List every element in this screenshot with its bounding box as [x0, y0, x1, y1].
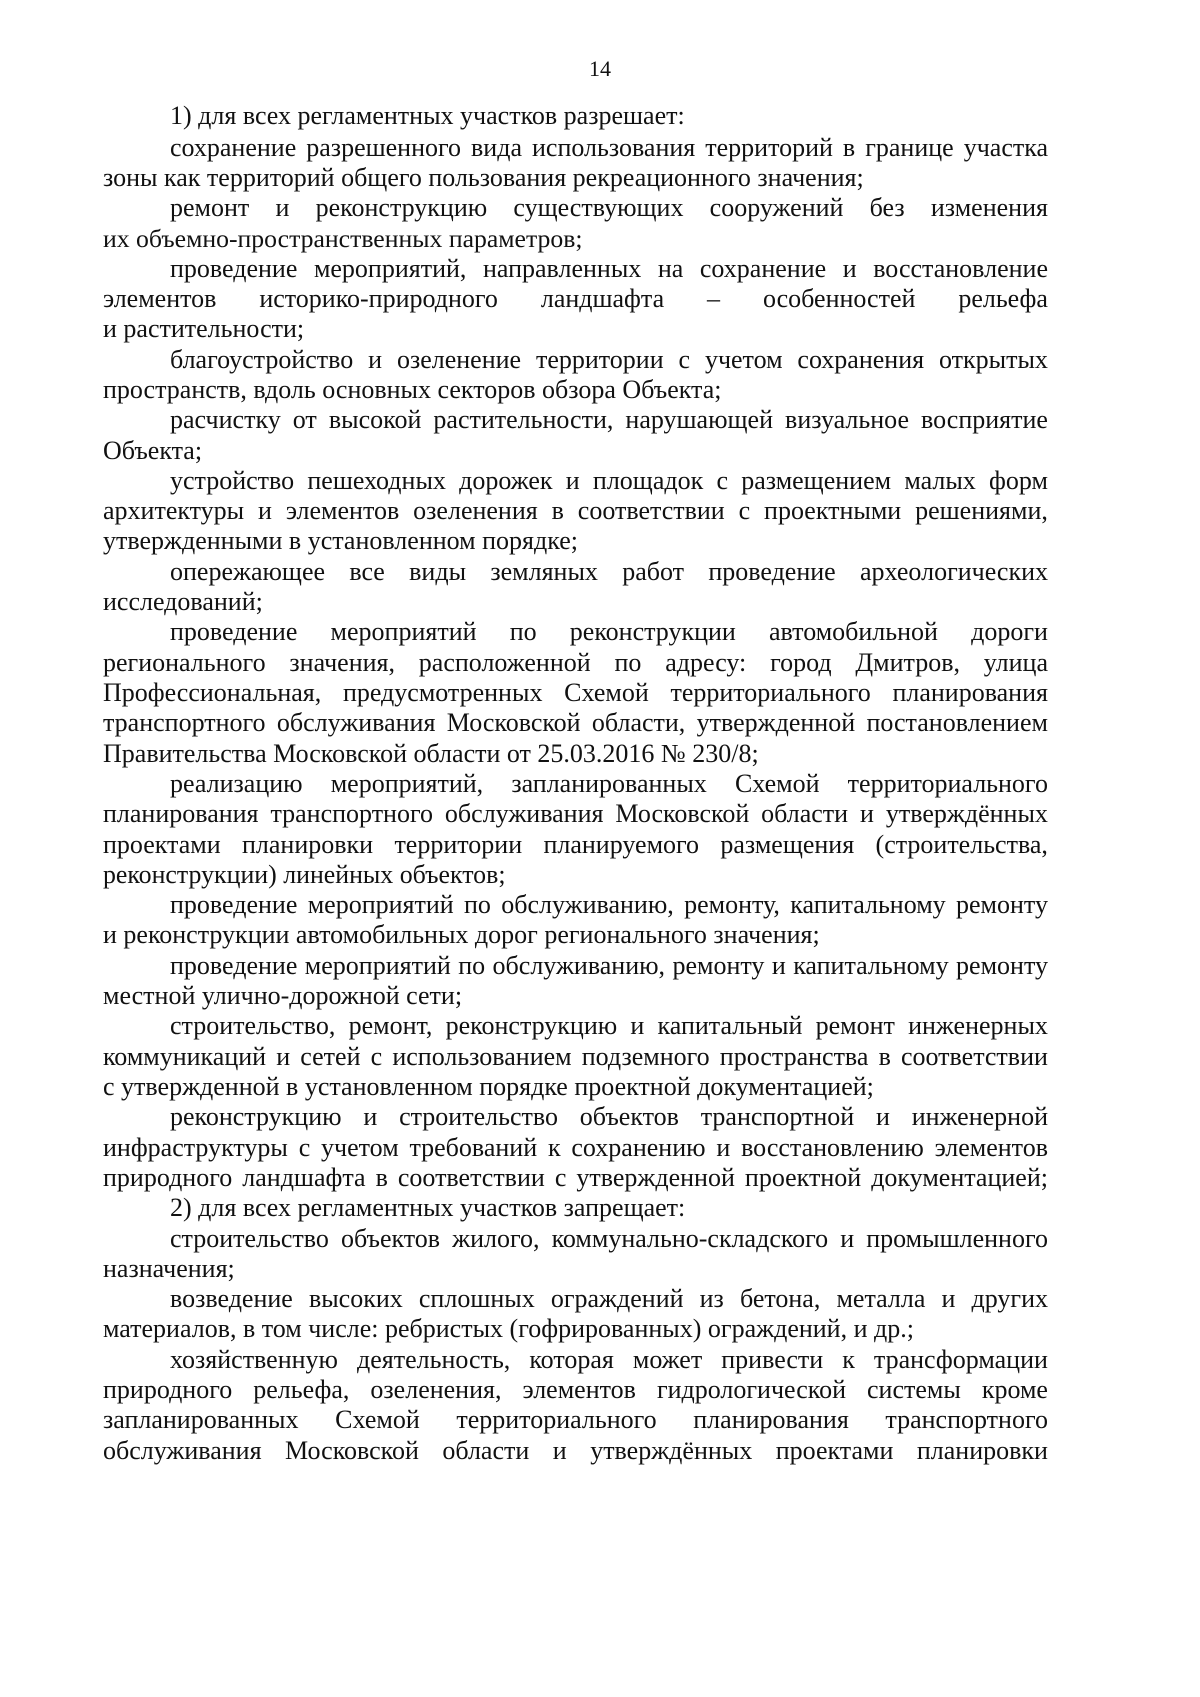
word: благоустройство	[170, 345, 354, 374]
word: которая	[529, 1345, 614, 1374]
word: использования	[532, 133, 696, 162]
word: объектов	[340, 1224, 441, 1253]
page-number: 14	[589, 56, 611, 81]
word: и	[860, 799, 874, 828]
word: существующих	[513, 193, 684, 222]
word: капитальный	[657, 1011, 803, 1040]
word: площадок	[592, 466, 704, 495]
text-line: Правительства Московской области от 25.03.2016 № 230/8;	[103, 739, 759, 768]
word: восприятие	[921, 405, 1048, 434]
word: инженерных	[908, 1011, 1048, 1040]
text-line: назначения;	[103, 1254, 235, 1283]
word: бетона,	[739, 1284, 821, 1313]
word: проектами	[775, 1436, 894, 1465]
word: требований	[409, 1133, 538, 1162]
word: рельефа	[958, 284, 1048, 313]
word: проведение	[708, 557, 836, 586]
word: размещения	[720, 830, 855, 859]
word: изменения	[930, 193, 1048, 222]
word: Московской	[615, 799, 750, 828]
word: утверждённых	[590, 1436, 753, 1465]
word: и	[771, 951, 786, 980]
word: город	[770, 648, 832, 677]
word: планирования	[693, 1405, 849, 1434]
word: проектами	[103, 830, 221, 859]
word: вида	[471, 133, 522, 162]
word: озеленения,	[370, 1375, 502, 1404]
word: виды	[409, 557, 467, 586]
word: Схемой	[564, 678, 649, 707]
word: и	[276, 1042, 291, 1071]
word: проведение	[170, 254, 298, 283]
word: Московской	[446, 708, 581, 737]
word: мероприятий,	[330, 769, 484, 798]
word: дорожек	[459, 466, 553, 495]
word: археологических	[860, 557, 1048, 586]
word: капитальному	[793, 951, 949, 980]
word: планируемого	[543, 830, 700, 859]
text-line	[103, 1436, 1048, 1466]
word: территории	[535, 345, 664, 374]
word: рельефа,	[253, 1375, 350, 1404]
word: запланированных	[511, 769, 707, 798]
word: мероприятий	[307, 890, 454, 919]
word: строительство,	[170, 1011, 336, 1040]
word: Дмитров,	[855, 648, 960, 677]
word: расположенной	[418, 648, 591, 677]
word: все	[349, 557, 385, 586]
word: ремонт,	[348, 1011, 433, 1040]
word: в	[878, 1042, 891, 1071]
word: на	[657, 254, 684, 283]
word: и	[842, 254, 857, 283]
word: разрешенного	[306, 133, 462, 162]
text-line	[170, 1224, 1048, 1254]
word: транспортной	[700, 1102, 855, 1131]
word: восстановление	[873, 254, 1048, 283]
text-line	[103, 1163, 1048, 1193]
word: может	[632, 1345, 703, 1374]
word: территорий	[705, 133, 833, 162]
text-line	[170, 133, 1048, 163]
word: планирования	[892, 678, 1048, 707]
word: улица	[983, 648, 1048, 677]
word: элементов	[103, 284, 217, 313]
word: учетом	[704, 345, 783, 374]
text-line	[170, 254, 1048, 284]
word: из	[699, 1284, 724, 1313]
word: реализацию	[170, 769, 303, 798]
text-line: Объекта;	[103, 436, 203, 465]
word: обслуживания	[103, 1436, 262, 1465]
word: –	[707, 284, 721, 313]
word: деятельность,	[357, 1345, 511, 1374]
word: пространства	[719, 1042, 869, 1071]
word: ландшафта	[540, 284, 665, 313]
word: территориального	[670, 678, 871, 707]
word: расчистку	[170, 405, 281, 434]
word: озеленения	[413, 496, 538, 525]
word: опережающее	[170, 557, 326, 586]
word: обслуживанию,	[492, 951, 666, 980]
word: проектными	[764, 496, 902, 525]
word: малых	[904, 466, 976, 495]
word: ремонту	[956, 951, 1048, 980]
word: высокой	[328, 405, 422, 434]
word: по	[509, 617, 537, 646]
word: использованием	[392, 1042, 572, 1071]
word: и	[716, 1133, 731, 1162]
word: постановлением	[866, 708, 1048, 737]
word: ремонт	[170, 193, 250, 222]
word: к	[842, 1345, 855, 1374]
word: элементов	[522, 1375, 636, 1404]
word: предусмотренных	[342, 678, 543, 707]
word: участка	[963, 133, 1048, 162]
word: с	[678, 345, 691, 374]
word: в	[375, 1163, 388, 1192]
word: Профессиональная,	[103, 678, 322, 707]
word: мероприятий,	[313, 254, 467, 283]
text-line: материалов, в том числе: ребристых (гофрированных) ограждений, и др.;	[103, 1314, 914, 1343]
word: реконструкцию	[170, 1102, 342, 1131]
word: сетей	[300, 1042, 361, 1071]
text-line	[170, 769, 1048, 799]
word: природного	[103, 1375, 233, 1404]
text-line: и растительности;	[103, 314, 305, 343]
word: в	[842, 133, 856, 162]
word: соответствии	[577, 496, 725, 525]
word: от	[292, 405, 317, 434]
word: и	[368, 345, 383, 374]
word: инженерной	[911, 1102, 1048, 1131]
text-line	[103, 648, 1048, 678]
text-line: с утвержденной в установленном порядке проектной документацией;	[103, 1072, 874, 1101]
word: планировки	[242, 830, 374, 859]
word: запланированных	[103, 1405, 299, 1434]
word: проведение	[170, 890, 298, 919]
word: и	[875, 1102, 890, 1131]
text-line	[170, 405, 1048, 435]
word: с	[738, 496, 751, 525]
text-line	[170, 890, 1048, 920]
text-line	[170, 193, 1048, 223]
word: транспортного	[103, 708, 266, 737]
word: и	[840, 1224, 855, 1253]
text-line	[170, 557, 1048, 587]
word: размещением	[741, 466, 892, 495]
word: области	[442, 1436, 530, 1465]
text-line	[103, 1375, 1048, 1405]
word: и	[941, 1284, 956, 1313]
text-line	[103, 799, 1048, 829]
word: трансформации	[873, 1345, 1048, 1374]
word: элементов	[285, 496, 400, 525]
text-line	[170, 617, 1048, 647]
word: планировки	[916, 1436, 1048, 1465]
word: визуальное	[785, 405, 909, 434]
word: с	[298, 1133, 311, 1162]
word: природного	[103, 1163, 233, 1192]
word: учетом	[321, 1133, 399, 1162]
word: транспортного	[885, 1405, 1048, 1434]
word: работ	[622, 557, 685, 586]
word: ремонту,	[684, 890, 780, 919]
word: территориального	[847, 769, 1048, 798]
word: историко-природного	[259, 284, 498, 313]
word: возведение	[170, 1284, 293, 1313]
word: дороги	[971, 617, 1048, 646]
word: ремонту	[956, 890, 1048, 919]
word: и	[565, 466, 580, 495]
word: устройство	[170, 466, 295, 495]
word: регионального	[103, 648, 266, 677]
word: проектной	[744, 1163, 862, 1192]
word: к	[547, 1133, 561, 1162]
text-line	[103, 1405, 1048, 1435]
word: форм	[989, 466, 1048, 495]
word: утвержденной	[696, 708, 856, 737]
text-line: утвержденными в установленном порядке;	[103, 526, 578, 555]
text-line	[170, 1345, 1048, 1375]
word: архитектуры	[103, 496, 245, 525]
word: металла	[836, 1284, 926, 1313]
word: с	[716, 466, 729, 495]
text-line	[103, 496, 1048, 526]
text-line: реконструкции) линейных объектов;	[103, 860, 506, 889]
word: обслуживанию,	[501, 890, 674, 919]
word: и	[258, 496, 272, 525]
word: ремонт	[815, 1011, 895, 1040]
word: сохранению	[571, 1133, 706, 1162]
word: высоких	[308, 1284, 403, 1313]
word: земляных	[490, 557, 598, 586]
word: Московской	[285, 1436, 419, 1465]
word: планирования	[103, 799, 259, 828]
word: без	[869, 193, 905, 222]
word: растительности,	[433, 405, 614, 434]
text-line	[103, 1042, 1048, 1072]
word: Схемой	[734, 769, 820, 798]
word: других	[971, 1284, 1048, 1313]
text-line	[170, 951, 1048, 981]
word: реконструкцию	[315, 193, 488, 222]
word: и	[275, 193, 290, 222]
word: коммунально-складского	[551, 1224, 829, 1253]
word: утверждённых	[885, 799, 1048, 828]
word: реконструкции	[569, 617, 736, 646]
word: утвержденной	[576, 1163, 735, 1192]
word: привести	[721, 1345, 824, 1374]
text-line: зоны как территорий общего пользования рекреационного значения;	[103, 163, 864, 192]
word: территориального	[456, 1405, 657, 1434]
word: ограждений	[550, 1284, 684, 1313]
word: адресу:	[665, 648, 747, 677]
word: области,	[591, 708, 686, 737]
word: подземного	[581, 1042, 710, 1071]
word: границе	[865, 133, 954, 162]
word: обслуживания	[276, 708, 436, 737]
word: ландшафта	[242, 1163, 366, 1192]
word: и	[552, 1436, 567, 1465]
text-line: исследований;	[103, 587, 263, 616]
word: в	[551, 496, 564, 525]
text-line: их объемно-пространственных параметров;	[103, 224, 583, 253]
word: направленных	[482, 254, 642, 283]
text-line: 2) для всех регламентных участков запрещает:	[170, 1193, 686, 1222]
word: территории	[394, 830, 523, 859]
text-line	[170, 1102, 1048, 1132]
text-line: 1) для всех регламентных участков разрешает:	[170, 101, 685, 130]
word: мероприятий	[304, 951, 451, 980]
word: области	[761, 799, 849, 828]
word: кроме	[981, 1375, 1048, 1404]
word: проведение	[170, 617, 298, 646]
word: строительство	[170, 1224, 329, 1253]
word: гидрологической	[656, 1375, 846, 1404]
word: (строительства,	[875, 830, 1048, 859]
word: и	[630, 1011, 645, 1040]
word: нарушающей	[625, 405, 773, 434]
word: восстановлению	[741, 1133, 924, 1162]
word: особенностей	[762, 284, 916, 313]
word: с	[370, 1042, 383, 1071]
word: элементов	[934, 1133, 1048, 1162]
text-line	[103, 284, 1048, 314]
word: коммуникаций	[103, 1042, 267, 1071]
word: Схемой	[335, 1405, 420, 1434]
text-line: местной улично-дорожной сети;	[103, 981, 463, 1010]
word: открытых	[938, 345, 1048, 374]
word: решениями,	[915, 496, 1048, 525]
word: с	[554, 1163, 567, 1192]
word: жилого,	[452, 1224, 540, 1253]
word: транспортного	[270, 799, 433, 828]
text-line	[170, 1284, 1048, 1314]
word: значения,	[289, 648, 395, 677]
word: сохранение	[699, 254, 827, 283]
text-line: пространств, вдоль основных секторов обзора Объекта;	[103, 375, 722, 404]
word: по	[614, 648, 642, 677]
word: пешеходных	[307, 466, 446, 495]
text-line	[103, 708, 1048, 738]
word: строительство	[399, 1102, 558, 1131]
word: объектов	[579, 1102, 679, 1131]
word: промышленного	[866, 1224, 1048, 1253]
word: реконструкцию	[445, 1011, 618, 1040]
text-line	[103, 1133, 1048, 1163]
word: по	[458, 951, 486, 980]
word: сохранение	[170, 133, 297, 162]
word: соответствии	[397, 1163, 545, 1192]
word: проведение	[170, 951, 298, 980]
word: сооружений	[709, 193, 844, 222]
text-line	[103, 678, 1048, 708]
word: и	[363, 1102, 378, 1131]
word: инфраструктуры	[103, 1133, 288, 1162]
word: сплошных	[418, 1284, 535, 1313]
word: автомобильной	[769, 617, 938, 646]
text-line	[170, 345, 1048, 375]
word: мероприятий	[330, 617, 477, 646]
word: озеленение	[396, 345, 522, 374]
text-line	[103, 830, 1048, 860]
word: соответствии	[900, 1042, 1048, 1071]
text-line: и реконструкции автомобильных дорог регионального значения;	[103, 920, 820, 949]
word: хозяйственную	[170, 1345, 338, 1374]
word: документацией;	[871, 1163, 1048, 1192]
word: по	[464, 890, 491, 919]
word: обслуживания	[444, 799, 604, 828]
word: системы	[867, 1375, 961, 1404]
text-line	[170, 466, 1048, 496]
text-line	[170, 1011, 1048, 1041]
word: сохранения	[797, 345, 925, 374]
word: ремонту	[672, 951, 765, 980]
word: капитальному	[790, 890, 946, 919]
